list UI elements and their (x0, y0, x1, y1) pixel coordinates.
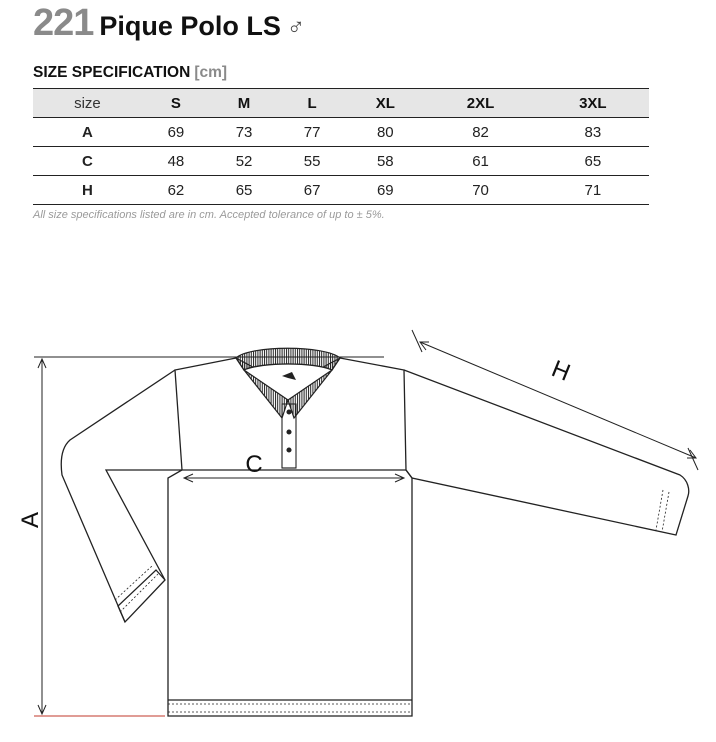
table-cell: 55 (278, 147, 346, 176)
product-code: 221 (33, 2, 94, 44)
table-cell: 69 (142, 118, 210, 147)
product-name: Pique Polo LS (99, 11, 281, 41)
table-cell: 73 (210, 118, 278, 147)
table-cell: 83 (537, 118, 649, 147)
column-header: L (278, 89, 346, 118)
left-sleeve (61, 370, 182, 622)
table-cell: 82 (424, 118, 536, 147)
column-header: 2XL (424, 89, 536, 118)
row-label: C (33, 147, 142, 176)
male-icon: ♂ (286, 14, 305, 41)
table-cell: 71 (537, 176, 649, 205)
collar (236, 348, 340, 418)
table-cell: 61 (424, 147, 536, 176)
spec-heading-text: SIZE SPECIFICATION (33, 64, 191, 81)
table-cell: 65 (537, 147, 649, 176)
label-c: C (245, 451, 263, 478)
table-cell: 58 (346, 147, 424, 176)
table-cell: 80 (346, 118, 424, 147)
measure-a (34, 357, 384, 716)
column-header: XL (346, 89, 424, 118)
tolerance-note: All size specifications listed are in cm. Accepted tolerance of up to ± 5%. (33, 209, 385, 221)
label-a: A (17, 511, 44, 529)
column-header: 3XL (537, 89, 649, 118)
table-cell: 67 (278, 176, 346, 205)
table-cell: 62 (142, 176, 210, 205)
measure-c (184, 474, 404, 482)
row-label: A (33, 118, 142, 147)
column-header: M (210, 89, 278, 118)
table-cell: 77 (278, 118, 346, 147)
table-cell: 69 (346, 176, 424, 205)
label-h: H (547, 355, 574, 387)
measure-h (412, 330, 698, 470)
column-header: S (142, 89, 210, 118)
table-cell: 65 (210, 176, 278, 205)
row-label: H (33, 176, 142, 205)
table-cell: 48 (142, 147, 210, 176)
table-cell: 52 (210, 147, 278, 176)
spec-unit: [cm] (194, 64, 228, 81)
column-header: size (33, 89, 142, 118)
table-cell: 70 (424, 176, 536, 205)
